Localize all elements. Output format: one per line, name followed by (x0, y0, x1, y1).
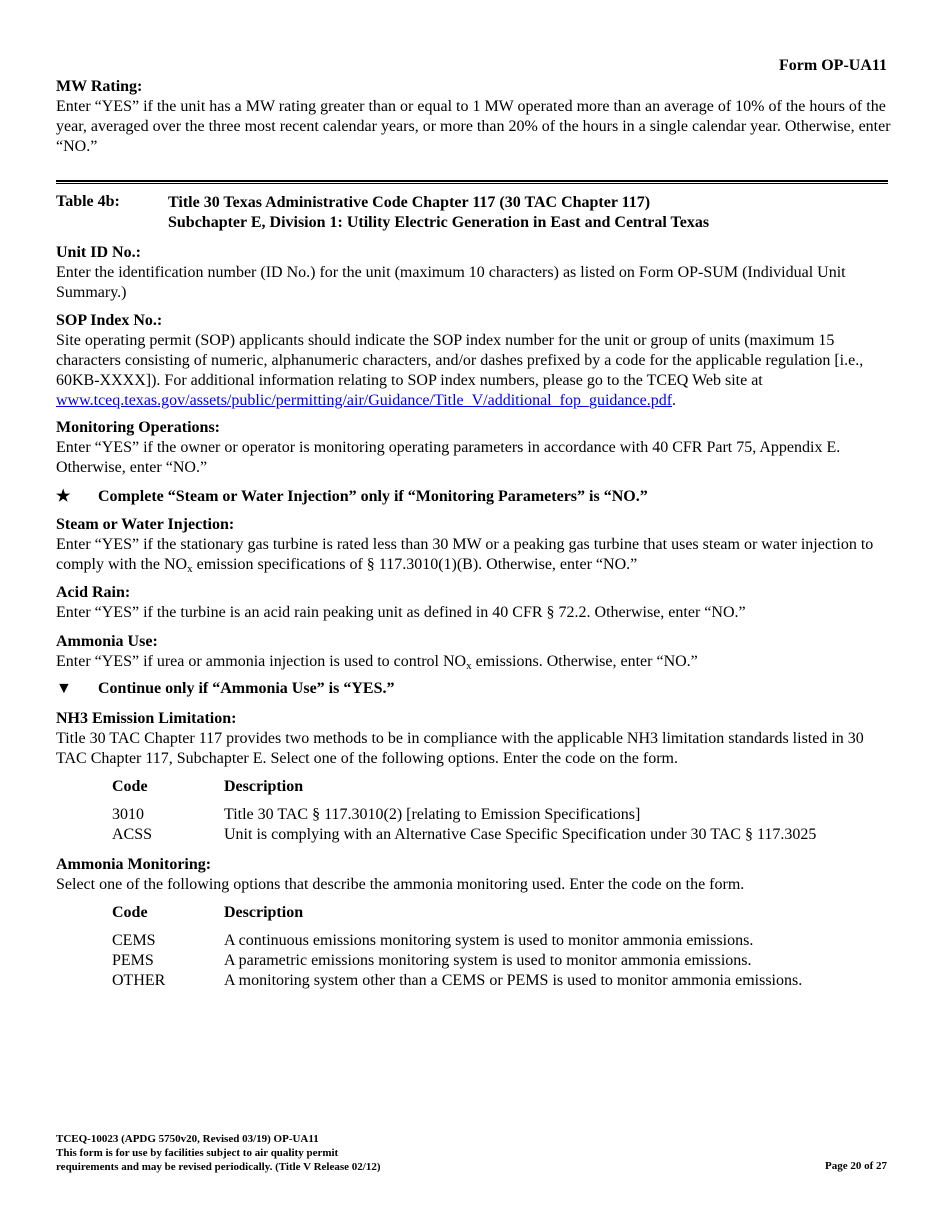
note-steam-water-text: Complete “Steam or Water Injection” only if “Monitoring Parameters” is “NO.” (98, 488, 648, 505)
ammonia-use-text (56, 652, 896, 676)
acid-rain-section (56, 583, 896, 623)
steam-water-text (56, 535, 896, 579)
sop-index-heading: SOP Index No.: (56, 312, 163, 329)
col-description: Description (224, 778, 304, 795)
code-cell: ACSS (112, 826, 153, 843)
steam-water-text-before: Enter “YES” if the stationary gas turbine is rated less than 30 MW or a peaking gas turbine that uses steam or water injection to comply with the NO (56, 536, 874, 573)
code-cell: OTHER (112, 972, 166, 989)
mw-rating-text: Enter “YES” if the unit has a MW rating greater than or equal to 1 MW operated more than an average of 10% of the hours of the year, averaged over the three most recent calendar years, or more than 20% of the hours in a single calendar year. Otherwise, enter “NO.” (56, 98, 891, 155)
table-title (168, 193, 709, 233)
table-row (112, 931, 802, 951)
code-cell: PEMS (112, 952, 154, 969)
ammonia-monitoring-code-table (112, 903, 802, 991)
table-title-line1: Title 30 Texas Administrative Code Chapter 117 (30 TAC Chapter 117) (168, 194, 651, 211)
ammonia-use-text-before: Enter “YES” if urea or ammonia injection is used to control NO (56, 653, 467, 670)
down-triangle-icon: ▼ (56, 680, 72, 697)
acid-rain-text: Enter “YES” if the turbine is an acid rain peaking unit as defined in 40 CFR § 72.2. Otherwise, enter “NO.” (56, 604, 746, 621)
steam-water-sub: x (187, 563, 193, 575)
steam-water-section (56, 515, 896, 579)
star-icon: ★ (56, 488, 71, 505)
divider-thin (56, 183, 888, 184)
table-row (112, 805, 816, 825)
description-cell: Unit is complying with an Alternative Case Specific Specification under 30 TAC § 117.3025 (224, 826, 817, 843)
description-cell: Title 30 TAC § 117.3010(2) [relating to Emission Specifications] (224, 806, 641, 823)
description-cell: A monitoring system other than a CEMS or PEMS is used to monitor ammonia emissions. (224, 972, 803, 989)
ammonia-monitoring-heading: Ammonia Monitoring: (56, 856, 212, 873)
col-code: Code (112, 904, 148, 921)
note-ammonia-use-text: Continue only if “Ammonia Use” is “YES.” (98, 680, 395, 697)
code-cell: CEMS (112, 932, 156, 949)
footer-line3: requirements and may be revised periodically. (Title V Release 02/12) (56, 1161, 381, 1173)
sop-index-text-after: . (672, 392, 677, 409)
ammonia-use-section (56, 632, 896, 676)
sop-index-section (56, 311, 896, 411)
description-cell: A parametric emissions monitoring system is used to monitor ammonia emissions. (224, 952, 752, 969)
footer-line1: TCEQ-10023 (APDG 5750v20, Revised 03/19) OP-UA11 (56, 1133, 319, 1145)
table-label: Table 4b: (56, 193, 120, 210)
page-number: Page 20 of 27 (824, 1160, 887, 1172)
acid-rain-heading: Acid Rain: (56, 584, 131, 601)
col-code: Code (112, 778, 148, 795)
steam-water-text-after: emission specifications of § 117.3010(1)(B). Otherwise, enter “NO.” (192, 556, 638, 573)
sop-index-text (56, 331, 896, 411)
footer-line2: This form is for use by facilities subject to air quality permit (56, 1147, 339, 1159)
ammonia-use-text-after: emissions. Otherwise, enter “NO.” (471, 653, 698, 670)
table-row (112, 971, 802, 991)
table-row (112, 825, 816, 845)
mw-rating-section (56, 77, 896, 157)
nh3-code-table (112, 777, 816, 845)
footer-info (56, 1132, 380, 1174)
table-row (112, 951, 802, 971)
nh3-limitation-section (56, 709, 896, 769)
nh3-limitation-text: Title 30 TAC Chapter 117 provides two methods to be in compliance with the applicable NH3 limitation standards listed in 30 TAC Chapter 117, Subchapter E. Select one of the following options. Enter the code on the form. (56, 730, 864, 767)
fop-guidance-link[interactable]: www.tceq.texas.gov/assets/public/permitting/air/Guidance/Title_V/additional_fop_guidance.pdf (56, 392, 673, 409)
steam-water-heading: Steam or Water Injection: (56, 516, 235, 533)
form-id: Form OP-UA11 (779, 57, 887, 74)
note-steam-water (56, 486, 648, 506)
description-cell: A continuous emissions monitoring system is used to monitor ammonia emissions. (224, 932, 754, 949)
monitoring-operations-heading: Monitoring Operations: (56, 419, 220, 436)
mw-rating-heading: MW Rating: (56, 78, 143, 95)
ammonia-use-sub: x (466, 660, 472, 672)
monitoring-operations-section (56, 418, 896, 478)
nh3-limitation-heading: NH3 Emission Limitation: (56, 710, 237, 727)
unit-id-text: Enter the identification number (ID No.) for the unit (maximum 10 characters) as listed on Form OP-SUM (Individual Unit Summary.) (56, 264, 846, 301)
unit-id-section (56, 243, 896, 303)
sop-index-text-before: Site operating permit (SOP) applicants should indicate the SOP index number for the unit or group of units (maximum 15 characters consisting of numeric, alphanumeric characters, and/or dashes prefixed by a code for the applicable regulation [i.e., 60KB-XXXX]). For additional information relating to SOP index numbers, please go to the TCEQ Web site at (56, 332, 864, 389)
unit-id-heading: Unit ID No.: (56, 244, 141, 261)
code-cell: 3010 (112, 806, 144, 823)
divider-thick (56, 180, 888, 182)
ammonia-monitoring-text: Select one of the following options that describe the ammonia monitoring used. Enter the code on the form. (56, 876, 745, 893)
note-ammonia-use (56, 680, 394, 698)
col-description: Description (224, 904, 304, 921)
ammonia-monitoring-section (56, 855, 896, 895)
table-title-line2: Subchapter E, Division 1: Utility Electric Generation in East and Central Texas (168, 214, 710, 231)
nh3-code-header (112, 777, 816, 797)
ammonia-code-header (112, 903, 802, 923)
ammonia-use-heading: Ammonia Use: (56, 633, 158, 650)
monitoring-operations-text: Enter “YES” if the owner or operator is monitoring operating parameters in accordance with 40 CFR Part 75, Appendix E. Otherwise, enter “NO.” (56, 439, 841, 476)
